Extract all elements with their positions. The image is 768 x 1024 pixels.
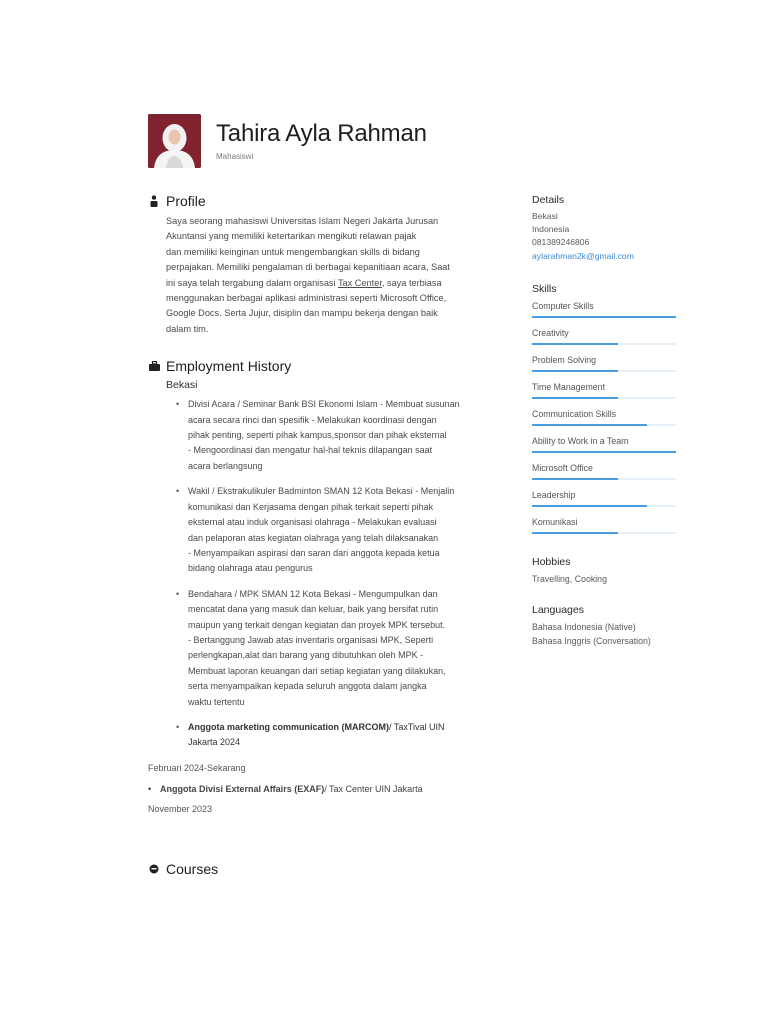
skill-level-bar [532, 370, 618, 372]
list-item: • Anggota marketing communication (MARCOM)/ TaxTival UIN Jakarta 2024 [176, 720, 510, 751]
skill-item: Komunikasi [532, 515, 680, 542]
skill-level-bar [532, 343, 618, 345]
employment-title: Employment History [166, 358, 292, 375]
skill-item: Computer Skills [532, 299, 680, 326]
graduation-cap-icon [148, 862, 160, 876]
email-link[interactable]: aylarahman2k@gmail.com [532, 250, 634, 261]
skills-list [532, 299, 680, 542]
job-title: Mahasiswi [216, 152, 254, 161]
employment-heading [148, 355, 512, 377]
list-item: • Wakil / Ekstrakulikuler Badminton SMAN 12 Kota Bekasi - Menjalin komunikasi dan Kerjasama dengan pihak terkait seperti pihak eksternal atau induk organisasi olahraga - Melakukan evaluasi dan pelaporan atas kegiatan olahraga yang telah dilaksanakan - Menyampaikan aspirasi dan saran dari anggota kepada ketua bidang olahraga atau pengurus [176, 484, 510, 576]
main-column [148, 190, 512, 817]
skill-level-bar [532, 316, 676, 318]
employment-list [176, 397, 510, 751]
avatar [148, 114, 201, 168]
profile-heading [148, 190, 512, 212]
hobbies-title: Hobbies [532, 555, 571, 568]
profile-line: dalam tim. [166, 323, 209, 334]
date-range: November 2023 [148, 803, 213, 814]
profile-line: dan memiliki keinginan untuk mengembangkan skills di bidang [166, 246, 420, 257]
date-range: Februari 2024-Sekarang [148, 762, 246, 773]
languages-title: Languages [532, 603, 584, 616]
profile-line: ini saya telah tergabung dalam organisasi Tax Center, saya terbiasa [166, 277, 442, 288]
full-name: Tahira Ayla Rahman [216, 120, 427, 147]
courses-title: Courses [166, 861, 219, 877]
skills-section [532, 283, 680, 542]
language-item: Bahasa Inggris (Conversation) [532, 635, 651, 646]
profile-line: Saya seorang mahasiswi Universitas Islam Negeri Jakarta Jurusan [166, 216, 439, 226]
resume-header [148, 114, 628, 172]
phone: 081389246806 [532, 237, 590, 248]
courses-section [148, 858, 218, 880]
skill-item: Time Management [532, 380, 680, 407]
profile-title: Profile [166, 193, 206, 209]
profile-summary [166, 214, 508, 337]
details-section [532, 194, 680, 263]
skill-item: Communication Skills [532, 407, 680, 434]
language-item: Bahasa Indonesia (Native) [532, 621, 636, 632]
city: Bekasi [532, 211, 558, 221]
profile-line: perpajakan. Memiliki pengalaman di berbagai kepanitiaan acara, Saat [166, 262, 450, 273]
languages-section [532, 604, 680, 648]
skill-level-bar [532, 397, 618, 399]
hobbies-text: Travelling, Cooking [532, 573, 607, 584]
briefcase-icon [148, 359, 160, 373]
person-icon [148, 194, 160, 208]
courses-heading [148, 858, 218, 880]
list-item: • Bendahara / MPK SMAN 12 Kota Bekasi - Mengumpulkan dan mencatat dana yang masuk dan keluar, baik yang bersifat rutin maupun yang terkait dengan kegiatan dan proyek MPK tersebut. - Bertanggung Jawab atas inventaris organisasi MPK, Seperti perlengkapan,alat dan barang yang dibutuhkan oleh MPK - Membuat laporan keuangan dari setiap kegiatan yang dilakukan, serta menyampaikan kepada seluruh anggota dalam jangka waktu tertentu [176, 587, 510, 710]
profile-section [148, 190, 512, 337]
country: Indonesia [532, 224, 570, 235]
skill-item: Ability to Work in a Team [532, 434, 680, 461]
skill-level-bar [532, 478, 618, 480]
skill-level-bar [532, 532, 618, 534]
employment-location: Bekasi [166, 379, 198, 392]
skill-level-bar [532, 451, 676, 453]
skills-title: Skills [532, 282, 557, 295]
employment-body [148, 379, 510, 817]
profile-line: Akuntansi yang memiliki ketertarikan mengikuti relawan pajak [166, 231, 417, 242]
exaf-entry: • Anggota Divisi External Affairs (EXAF)/ Tax Center UIN Jakarta [148, 783, 423, 794]
sidebar-column [532, 194, 680, 648]
skill-level-bar [532, 505, 647, 507]
list-item: • Divisi Acara / Seminar Bank BSI Ekonomi Islam - Membuat susunan acara secara rinci dan spesifik - Melakukan koordinasi dengan pihak penting, seperti pihak kampus,sponsor dan pihak eksternal - Mengoordinasi dan mengatur hal-hal teknis dilapangan saat acara berlangsung [176, 397, 510, 474]
skill-item: Creativity [532, 326, 680, 353]
details-title: Details [532, 194, 565, 206]
skill-level-bar [532, 424, 647, 426]
profile-line: menggunakan berbagai aplikasi administrasi seperti Microsoft Office, [166, 293, 447, 304]
skill-item: Microsoft Office [532, 461, 680, 488]
skill-item: Leadership [532, 488, 680, 515]
hobbies-section [532, 556, 680, 586]
employment-section [148, 355, 512, 817]
profile-line: Google Docs. Serta Jujur, disiplin dan mampu bekerja dengan baik [166, 308, 438, 319]
skill-item: Problem Solving [532, 353, 680, 380]
tax-center-link[interactable]: Tax Center [337, 277, 382, 288]
